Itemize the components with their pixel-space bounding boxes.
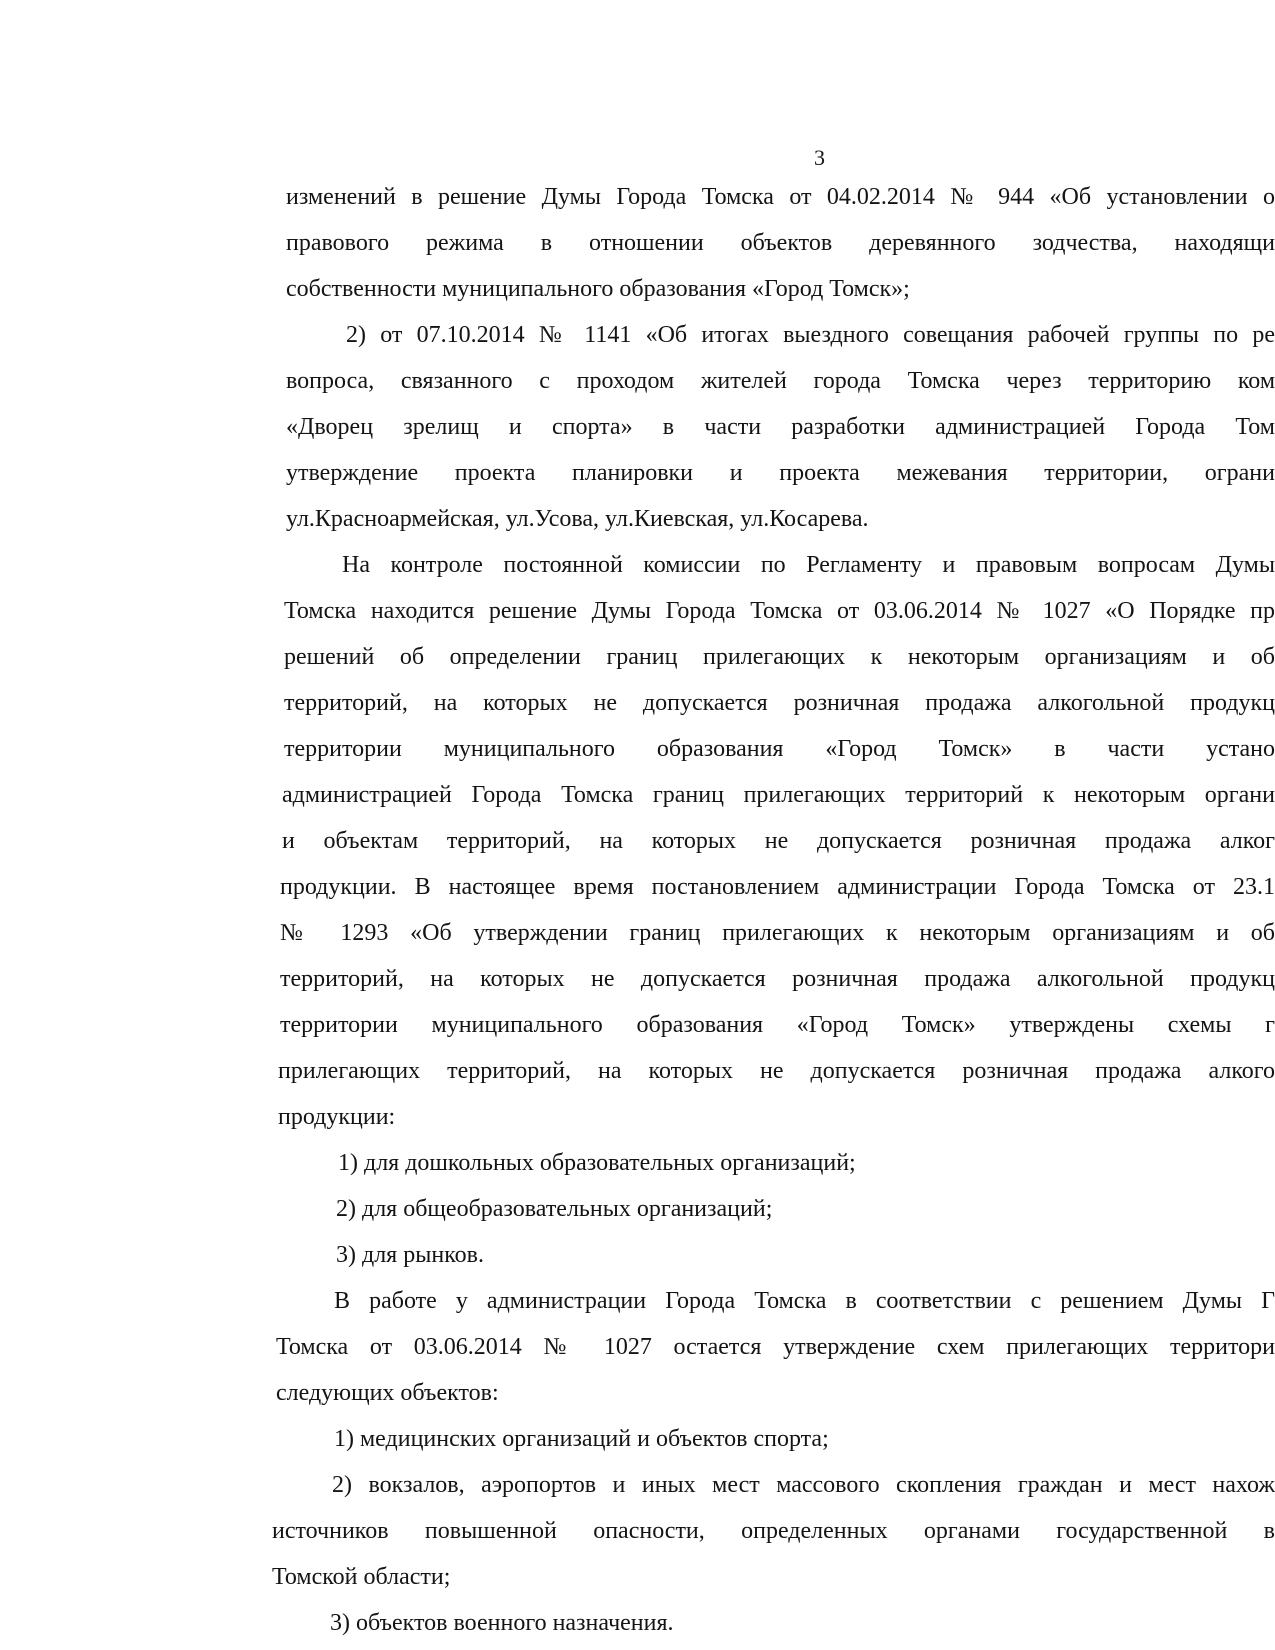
text-line: 2) от 07.10.2014 № 1141 «Об итогах выездного совещания рабочей группы по ре — [346, 322, 1275, 348]
text-line: источников повышенной опасности, определенных органами государственной в — [272, 1518, 1275, 1544]
text-line: ул.Красноармейская, ул.Усова, ул.Киевская, ул.Косарева. — [286, 506, 869, 532]
text-line: № 1293 «Об утверждении границ прилегающих к некоторым организациям и об — [280, 920, 1275, 946]
text-line: следующих объектов: — [276, 1380, 499, 1406]
text-line: и объектам территорий, на которых не допускается розничная продажа алког — [282, 828, 1275, 854]
text-line: продукции: — [278, 1104, 396, 1130]
text-line: «Дворец зрелищ и спорта» в части разработки администрацией Города Том — [286, 414, 1275, 440]
text-line: решений об определении границ прилегающих к некоторым организациям и об — [284, 644, 1275, 670]
text-line: Томска от 03.06.2014 № 1027 остается утверждение схем прилегающих территори — [276, 1334, 1275, 1360]
text-line: вопроса, связанного с проходом жителей города Томска через территорию ком — [286, 368, 1275, 394]
list-item: 2) для общеобразовательных организаций; — [336, 1196, 773, 1222]
list-item: 3) для рынков. — [336, 1242, 484, 1268]
list-item: 1) медицинских организаций и объектов спорта; — [334, 1426, 829, 1452]
text-line: собственности муниципального образования «Город Томск»; — [286, 276, 910, 302]
text-line: правового режима в отношении объектов деревянного зодчества, находящи — [286, 230, 1275, 256]
text-line: На контроле постоянной комиссии по Регламенту и правовым вопросам Думы — [342, 552, 1275, 578]
text-line: администрацией Города Томска границ прилегающих территорий к некоторым органи — [282, 782, 1275, 808]
text-line: изменений в решение Думы Города Томска от 04.02.2014 № 944 «Об установлении о — [286, 184, 1275, 210]
text-line: прилегающих территорий, на которых не допускается розничная продажа алкого — [278, 1058, 1275, 1084]
list-item: 3) объектов военного назначения. — [330, 1610, 674, 1636]
page-number: 3 — [814, 145, 825, 170]
text-line: утверждение проекта планировки и проекта межевания территории, ограни — [286, 460, 1275, 486]
text-line: В работе у администрации Города Томска в соответствии с решением Думы Г — [334, 1288, 1275, 1314]
text-line: продукции. В настоящее время постановлением администрации Города Томска от 23.1 — [280, 874, 1275, 900]
list-item: 1) для дошкольных образовательных организаций; — [338, 1150, 856, 1176]
text-line: Томска находится решение Думы Города Томска от 03.06.2014 № 1027 «О Порядке пр — [284, 598, 1275, 624]
text-line: Томской области; — [272, 1564, 451, 1590]
text-line: территории муниципального образования «Город Томск» в части устано — [284, 736, 1275, 762]
text-line: территории муниципального образования «Город Томск» утверждены схемы г — [280, 1012, 1275, 1038]
list-item: 2) вокзалов, аэропортов и иных мест массового скопления граждан и мест нахож — [332, 1472, 1275, 1498]
text-line: территорий, на которых не допускается розничная продажа алкогольной продукц — [284, 690, 1275, 716]
text-line: территорий, на которых не допускается розничная продажа алкогольной продукц — [280, 966, 1275, 992]
